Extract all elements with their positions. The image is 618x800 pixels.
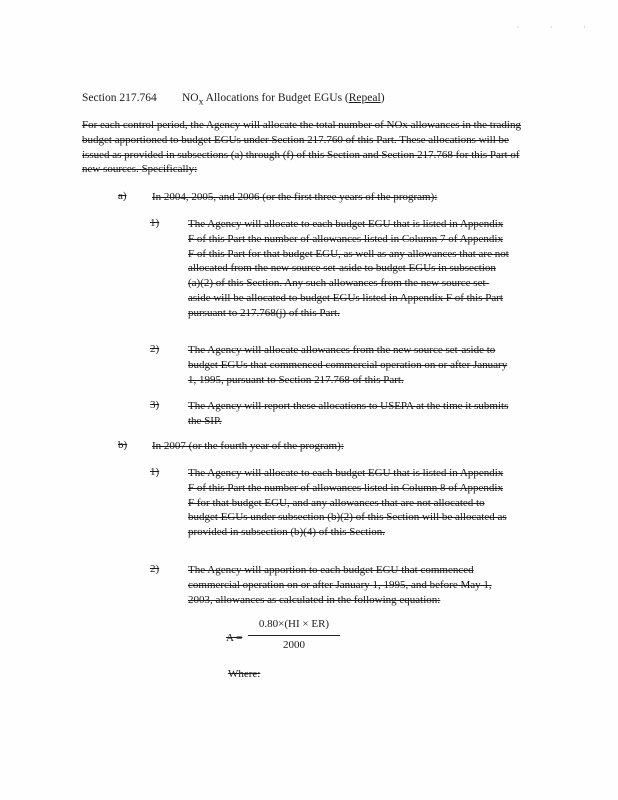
- equation-lhs: A =: [226, 632, 243, 644]
- subsection-a-label: a): [118, 190, 127, 202]
- item-a2-text: The Agency will allocate allowances from the new source set-aside to budget EGUs that commenced commercial operation on or after January 1, 1995, pursuant to Section 217.768 of this Part.: [188, 344, 508, 386]
- allocation-equation: [226, 618, 346, 658]
- item-a1-text: The Agency will allocate to each budget EGU that is listed in Appendix F of this Part the number of allowances listed in Column 7 of Appendix F of this Part for that budget EGU, as well as any allowances that are not allocated from the new source set-aside to budget EGUs in subsection (a)(2) of this Section. Any such allowances from the new source set-aside will be allocated to budget EGUs listed in Appendix F of this Part pursuant to 217.768(j) of this Part.: [188, 218, 509, 319]
- section-title: Allocations for Budget EGUs (: [203, 92, 349, 104]
- item-b2-text: The Agency will apportion to each budget EGU that commenced commercial operation on or after January 1, 1995, and before May 1, 2003, allowances as calculated in the following equation:: [188, 564, 492, 606]
- where-label: Where:: [228, 668, 261, 680]
- section-number: Section 217.764: [82, 92, 157, 104]
- section-heading: [82, 92, 552, 107]
- section-title-prefix: NO: [182, 92, 199, 104]
- section-title-subscript: x: [198, 96, 204, 108]
- item-a3-text: The Agency will report these allocations to USEPA at the time it submits the SIP.: [188, 400, 509, 427]
- item-a3-label: 3): [150, 399, 160, 411]
- item-b1-label: 1): [150, 466, 160, 478]
- item-a2-label: 2): [150, 343, 160, 355]
- subsection-b-text: In 2007 (or the fourth year of the program):: [152, 440, 344, 452]
- scan-specks: · · ·: [516, 22, 600, 32]
- intro-paragraph: For each control period, the Agency will allocate the total number of NOx allowances in the trading budget apportioned to budget EGUs under Section 217.760 of this Part. These allocations will be issued as provided in subsections (a) through (f) of this Section and Section 217.768 for this Part of new sources. Specifically:: [82, 119, 521, 176]
- item-b2-label: 2): [150, 563, 160, 575]
- equation-numerator: 0.80×(HI × ER): [258, 618, 330, 630]
- fraction-bar: [248, 635, 340, 636]
- repeal-marker: Repeal: [348, 92, 381, 104]
- equation-denominator: 2000: [283, 639, 305, 651]
- item-a1-label: 1): [150, 217, 160, 229]
- item-b1-text: The Agency will allocate to each budget EGU that is listed in Appendix F of this Part the number of allowances listed in Column 8 of Appendix F for that budget EGU, and any allowances that are not allocated to budget EGUs under subsection (b)(2) of this Section will be allocated as provided in subsection (b)(4) of this Section.: [188, 467, 507, 539]
- section-title-close: ): [380, 92, 385, 104]
- subsection-b-label: b): [118, 439, 128, 451]
- subsection-a-text: In 2004, 2005, and 2006 (or the first three years of the program):: [152, 191, 438, 203]
